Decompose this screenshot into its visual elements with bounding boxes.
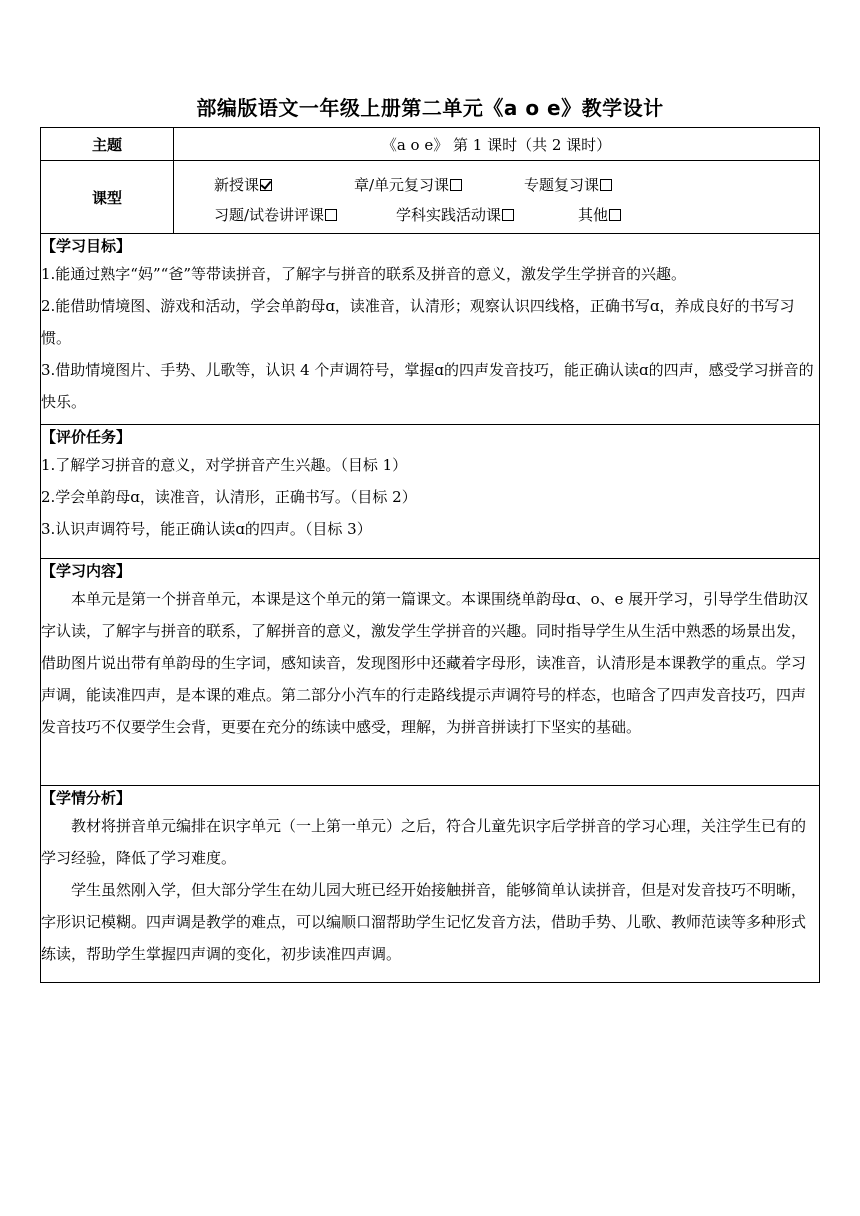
objectives-section bbox=[41, 234, 820, 425]
option-practice-activity bbox=[396, 204, 578, 225]
checked-box-icon bbox=[260, 179, 272, 191]
content-section bbox=[41, 559, 820, 786]
objective-item: 2.能借助情境图、游戏和活动，学会单韵母ɑ，读准音，认清形；观察认识四线格，正确书写ɑ，养成良好的书写习惯。 bbox=[41, 297, 795, 347]
checkbox-icon bbox=[450, 179, 462, 191]
evaluation-row bbox=[41, 425, 820, 559]
lesson-type-options bbox=[174, 161, 820, 234]
lesson-type-options-row-2 bbox=[214, 199, 819, 229]
topic-row bbox=[41, 128, 820, 161]
option-label: 其他 bbox=[578, 205, 609, 224]
option-topic-review bbox=[524, 174, 612, 195]
evaluation-section bbox=[41, 425, 820, 559]
option-exercise-review bbox=[214, 204, 396, 225]
evaluation-item: 1.了解学习拼音的意义，对学拼音产生兴趣。（目标 1） bbox=[41, 456, 408, 474]
checkbox-icon bbox=[600, 179, 612, 191]
option-label: 章/单元复习课 bbox=[354, 175, 450, 194]
analysis-heading: 【学情分析】 bbox=[41, 789, 132, 807]
option-label: 学科实践活动课 bbox=[396, 205, 502, 224]
evaluation-item: 2.学会单韵母ɑ，读准音，认清形，正确书写。（目标 2） bbox=[41, 488, 417, 506]
lesson-type-label: 课型 bbox=[41, 161, 174, 234]
objectives-row bbox=[41, 234, 820, 425]
analysis-section bbox=[41, 786, 820, 983]
topic-value: 《a o e》 第 1 课时（共 2 课时） bbox=[174, 128, 820, 161]
content-row bbox=[41, 559, 820, 786]
content-paragraph: 本单元是第一个拼音单元，本课是这个单元的第一篇课文。本课围绕单韵母ɑ、o、e 展开学习，引导学生借助汉字认读，了解字与拼音的联系，了解拼音的意义，激发学生学拼音的兴趣。同时指导学生从生活中熟悉的场景出发，借助图片说出带有单韵母的生字词，感知读音，发现图形中还藏着字母形，读准音，认清形是本课教学的重点。学习声调，能读准四声，是本课的难点。第二部分小汽车的行走路线提示声调符号的样态，也暗含了四声发音技巧，四声发音技巧不仅要学生会背，更要在充分的练读中感受，理解，为拼音拼读打下坚实的基础。 bbox=[41, 590, 809, 736]
option-label: 新授课 bbox=[214, 175, 260, 194]
analysis-paragraph: 教材将拼音单元编排在识字单元（一上第一单元）之后，符合儿童先识字后学拼音的学习心理，关注学生已有的学习经验，降低了学习难度。 bbox=[41, 817, 807, 867]
lesson-type-row bbox=[41, 161, 820, 234]
content-heading: 【学习内容】 bbox=[41, 562, 132, 580]
objective-item: 1.能通过熟字“妈”“爸”等带读拼音，了解字与拼音的联系及拼音的意义，激发学生学拼音的兴趣。 bbox=[41, 265, 686, 283]
evaluation-heading: 【评价任务】 bbox=[41, 428, 132, 446]
topic-label: 主题 bbox=[41, 128, 174, 161]
lesson-plan-table bbox=[40, 127, 820, 983]
analysis-row bbox=[41, 786, 820, 983]
checkbox-icon bbox=[609, 209, 621, 221]
checkbox-icon bbox=[325, 209, 337, 221]
document-title: 部编版语文一年级上册第二单元《a o e》教学设计 bbox=[196, 96, 664, 120]
analysis-paragraph: 学生虽然刚入学，但大部分学生在幼儿园大班已经开始接触拼音，能够简单认读拼音，但是对发音技巧不明晰，字形识记模糊。四声调是教学的难点，可以编顺口溜帮助学生记忆发音方法，借助手势、儿歌、教师范读等多种形式练读，帮助学生掌握四声调的变化，初步读准四声调。 bbox=[41, 881, 807, 963]
option-new-lesson bbox=[214, 174, 354, 195]
option-label: 专题复习课 bbox=[524, 175, 600, 194]
option-unit-review bbox=[354, 174, 524, 195]
option-other bbox=[578, 204, 621, 225]
objective-item: 3.借助情境图片、手势、儿歌等，认识 4 个声调符号，掌握ɑ的四声发音技巧，能正确认读ɑ的四声，感受学习拼音的快乐。 bbox=[41, 361, 814, 411]
objectives-heading: 【学习目标】 bbox=[41, 237, 132, 255]
evaluation-item: 3.认识声调符号，能正确认读ɑ的四声。（目标 3） bbox=[41, 520, 372, 538]
lesson-type-options-row-1 bbox=[214, 169, 819, 199]
option-label: 习题/试卷讲评课 bbox=[214, 205, 325, 224]
checkbox-icon bbox=[502, 209, 514, 221]
